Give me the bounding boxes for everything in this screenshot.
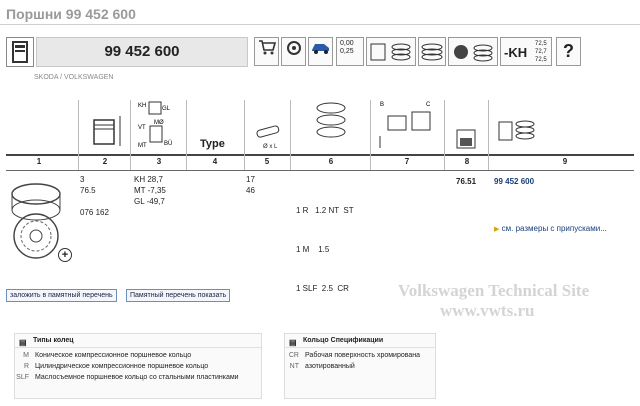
legend-row — [285, 350, 435, 361]
col-separator — [290, 100, 291, 170]
cart-button[interactable] — [254, 37, 279, 66]
ring-spec-legend — [284, 333, 436, 399]
engine-icon — [284, 38, 304, 58]
col6-cell — [296, 178, 354, 308]
col-separator — [244, 100, 245, 170]
rings-count: 3 — [80, 175, 85, 184]
dia-length-label: Ø x L — [263, 144, 278, 150]
ring-spec-title: Кольцо Спецификации — [303, 337, 384, 344]
brand-label: SKODA / VOLKSWAGEN — [34, 74, 114, 81]
gl-value: GL -49,7 — [134, 197, 165, 206]
col-separator — [370, 100, 371, 170]
car-icon — [310, 38, 332, 56]
piston-type-icon — [6, 37, 34, 67]
kh-mt-gl-icon — [136, 98, 182, 152]
piston-diameter: 76.5 — [80, 186, 96, 195]
arrow-right-icon: ▶ — [494, 226, 500, 233]
ring-types-title: Типы колец — [33, 337, 74, 344]
kh-value-2: 72,7 — [535, 49, 547, 55]
pin-length: 46 — [246, 186, 255, 195]
ring-types-legend — [14, 333, 262, 399]
plus-icon: + — [61, 249, 69, 261]
kh-label: -KH — [504, 45, 528, 60]
col-separator — [78, 100, 79, 170]
svg-text:B: B — [380, 102, 385, 108]
show-memo-button[interactable]: Памятный перечень показать — [126, 289, 230, 302]
svg-text:KH: KH — [138, 103, 147, 109]
pin-diameter: 17 — [246, 175, 255, 184]
cart-icon — [257, 38, 277, 56]
engine-rings-button[interactable] — [448, 37, 498, 66]
table-row-line — [6, 170, 634, 171]
legend-row — [15, 372, 261, 383]
col-number-4: 4 — [212, 157, 218, 166]
col-separator — [186, 100, 187, 170]
help-button[interactable]: ? — [556, 37, 581, 66]
col-separator — [130, 100, 131, 170]
mt-value: MT -7,35 — [134, 186, 166, 195]
vehicle-button[interactable] — [308, 37, 333, 66]
legend-code: SLF — [16, 374, 29, 381]
ring-row-3: 1 SLF 2.5 CR — [296, 284, 349, 293]
legend-code: NT — [289, 363, 299, 370]
oversize-button[interactable] — [336, 37, 364, 66]
legend-text: Коническое компрессионное поршневое кольцо — [35, 352, 192, 359]
watermark-title: Volkswagen Technical Site — [398, 281, 590, 300]
part-number-field: 99 452 600 — [36, 37, 248, 67]
page-title: Поршни 99 452 600 — [6, 6, 136, 22]
col5-cell — [246, 174, 255, 196]
legend-text: Рабочая поверхность хромирована — [305, 352, 421, 359]
oversize-link[interactable] — [494, 224, 607, 233]
svg-text:BÜ: BÜ — [164, 141, 173, 147]
engine-rings-icon — [449, 38, 497, 65]
pin-icon — [254, 124, 284, 140]
col-separator — [488, 100, 489, 170]
svg-text:VT: VT — [138, 125, 146, 131]
bore-icon — [455, 126, 477, 152]
svg-text:GL: GL — [162, 106, 171, 112]
groove-dimensions-icon — [376, 98, 440, 152]
kh-button[interactable] — [500, 37, 552, 66]
oversize-value-1: 0,00 — [340, 40, 354, 47]
ring-set-button[interactable] — [366, 37, 416, 66]
col-separator — [444, 100, 445, 170]
col-number-1: 1 — [36, 157, 42, 166]
piston-kit-icon — [496, 116, 536, 152]
col-number-6: 6 — [328, 157, 334, 166]
col-number-2: 2 — [102, 157, 108, 166]
svg-text:MT: MT — [138, 143, 147, 149]
col-number-7: 7 — [404, 157, 410, 166]
legend-code: R — [23, 363, 29, 370]
piston-height-icon — [86, 110, 126, 150]
legend-row — [15, 361, 261, 372]
ring-types-legend-head — [15, 334, 261, 348]
svg-text:MØ: MØ — [154, 120, 164, 126]
engine-button[interactable] — [281, 37, 306, 66]
comment-icon: ▤ — [19, 338, 27, 347]
kh-value-3: 72,5 — [535, 57, 547, 63]
rings-button[interactable] — [418, 37, 446, 66]
ring-spec-legend-head — [285, 334, 435, 348]
type-column-header: Type — [200, 138, 225, 150]
comment-icon: ▤ — [289, 338, 297, 347]
legend-text: Цилиндрическое компрессионное поршневое кольцо — [35, 363, 209, 370]
rings-column-icon — [314, 100, 348, 140]
bore-value: 76.51 — [456, 177, 477, 186]
kh-value-1: 72,5 — [535, 41, 547, 47]
col2-cell — [80, 174, 109, 218]
legend-code: M — [23, 352, 29, 359]
col-number-9: 9 — [562, 157, 568, 166]
legend-row — [285, 361, 435, 372]
oversize-link-label: см. размеры с припусками... — [501, 224, 607, 233]
table-header-line — [6, 154, 634, 156]
col3-cell — [134, 174, 166, 207]
rings-icon — [419, 38, 445, 65]
ring-row-1: 1 R 1.2 NT ST — [296, 206, 354, 215]
ring-set-icon — [367, 38, 415, 65]
legend-text: Маслосъемное поршневое кольцо со стальными пластинками — [35, 374, 239, 381]
kh-value: KH 28,7 — [134, 175, 163, 184]
col-number-3: 3 — [156, 157, 162, 166]
title-divider — [0, 24, 640, 25]
col-number-5: 5 — [264, 157, 270, 166]
legend-text: азотированный — [305, 363, 355, 370]
add-to-memo-button[interactable]: заложить в памятный перечень — [6, 289, 117, 302]
legend-code: CR — [288, 352, 299, 359]
watermark-url: www.vwts.ru — [440, 301, 535, 320]
svg-text:C: C — [426, 102, 431, 108]
oversize-value-2: 0,25 — [340, 48, 354, 55]
col-number-8: 8 — [464, 157, 470, 166]
legend-row — [15, 350, 261, 361]
part-number-link[interactable]: 99 452 600 — [494, 177, 535, 186]
zoom-plus-button[interactable] — [58, 248, 72, 262]
oem-reference: 076 162 — [80, 208, 109, 217]
ring-row-2: 1 M 1.5 — [296, 245, 330, 254]
